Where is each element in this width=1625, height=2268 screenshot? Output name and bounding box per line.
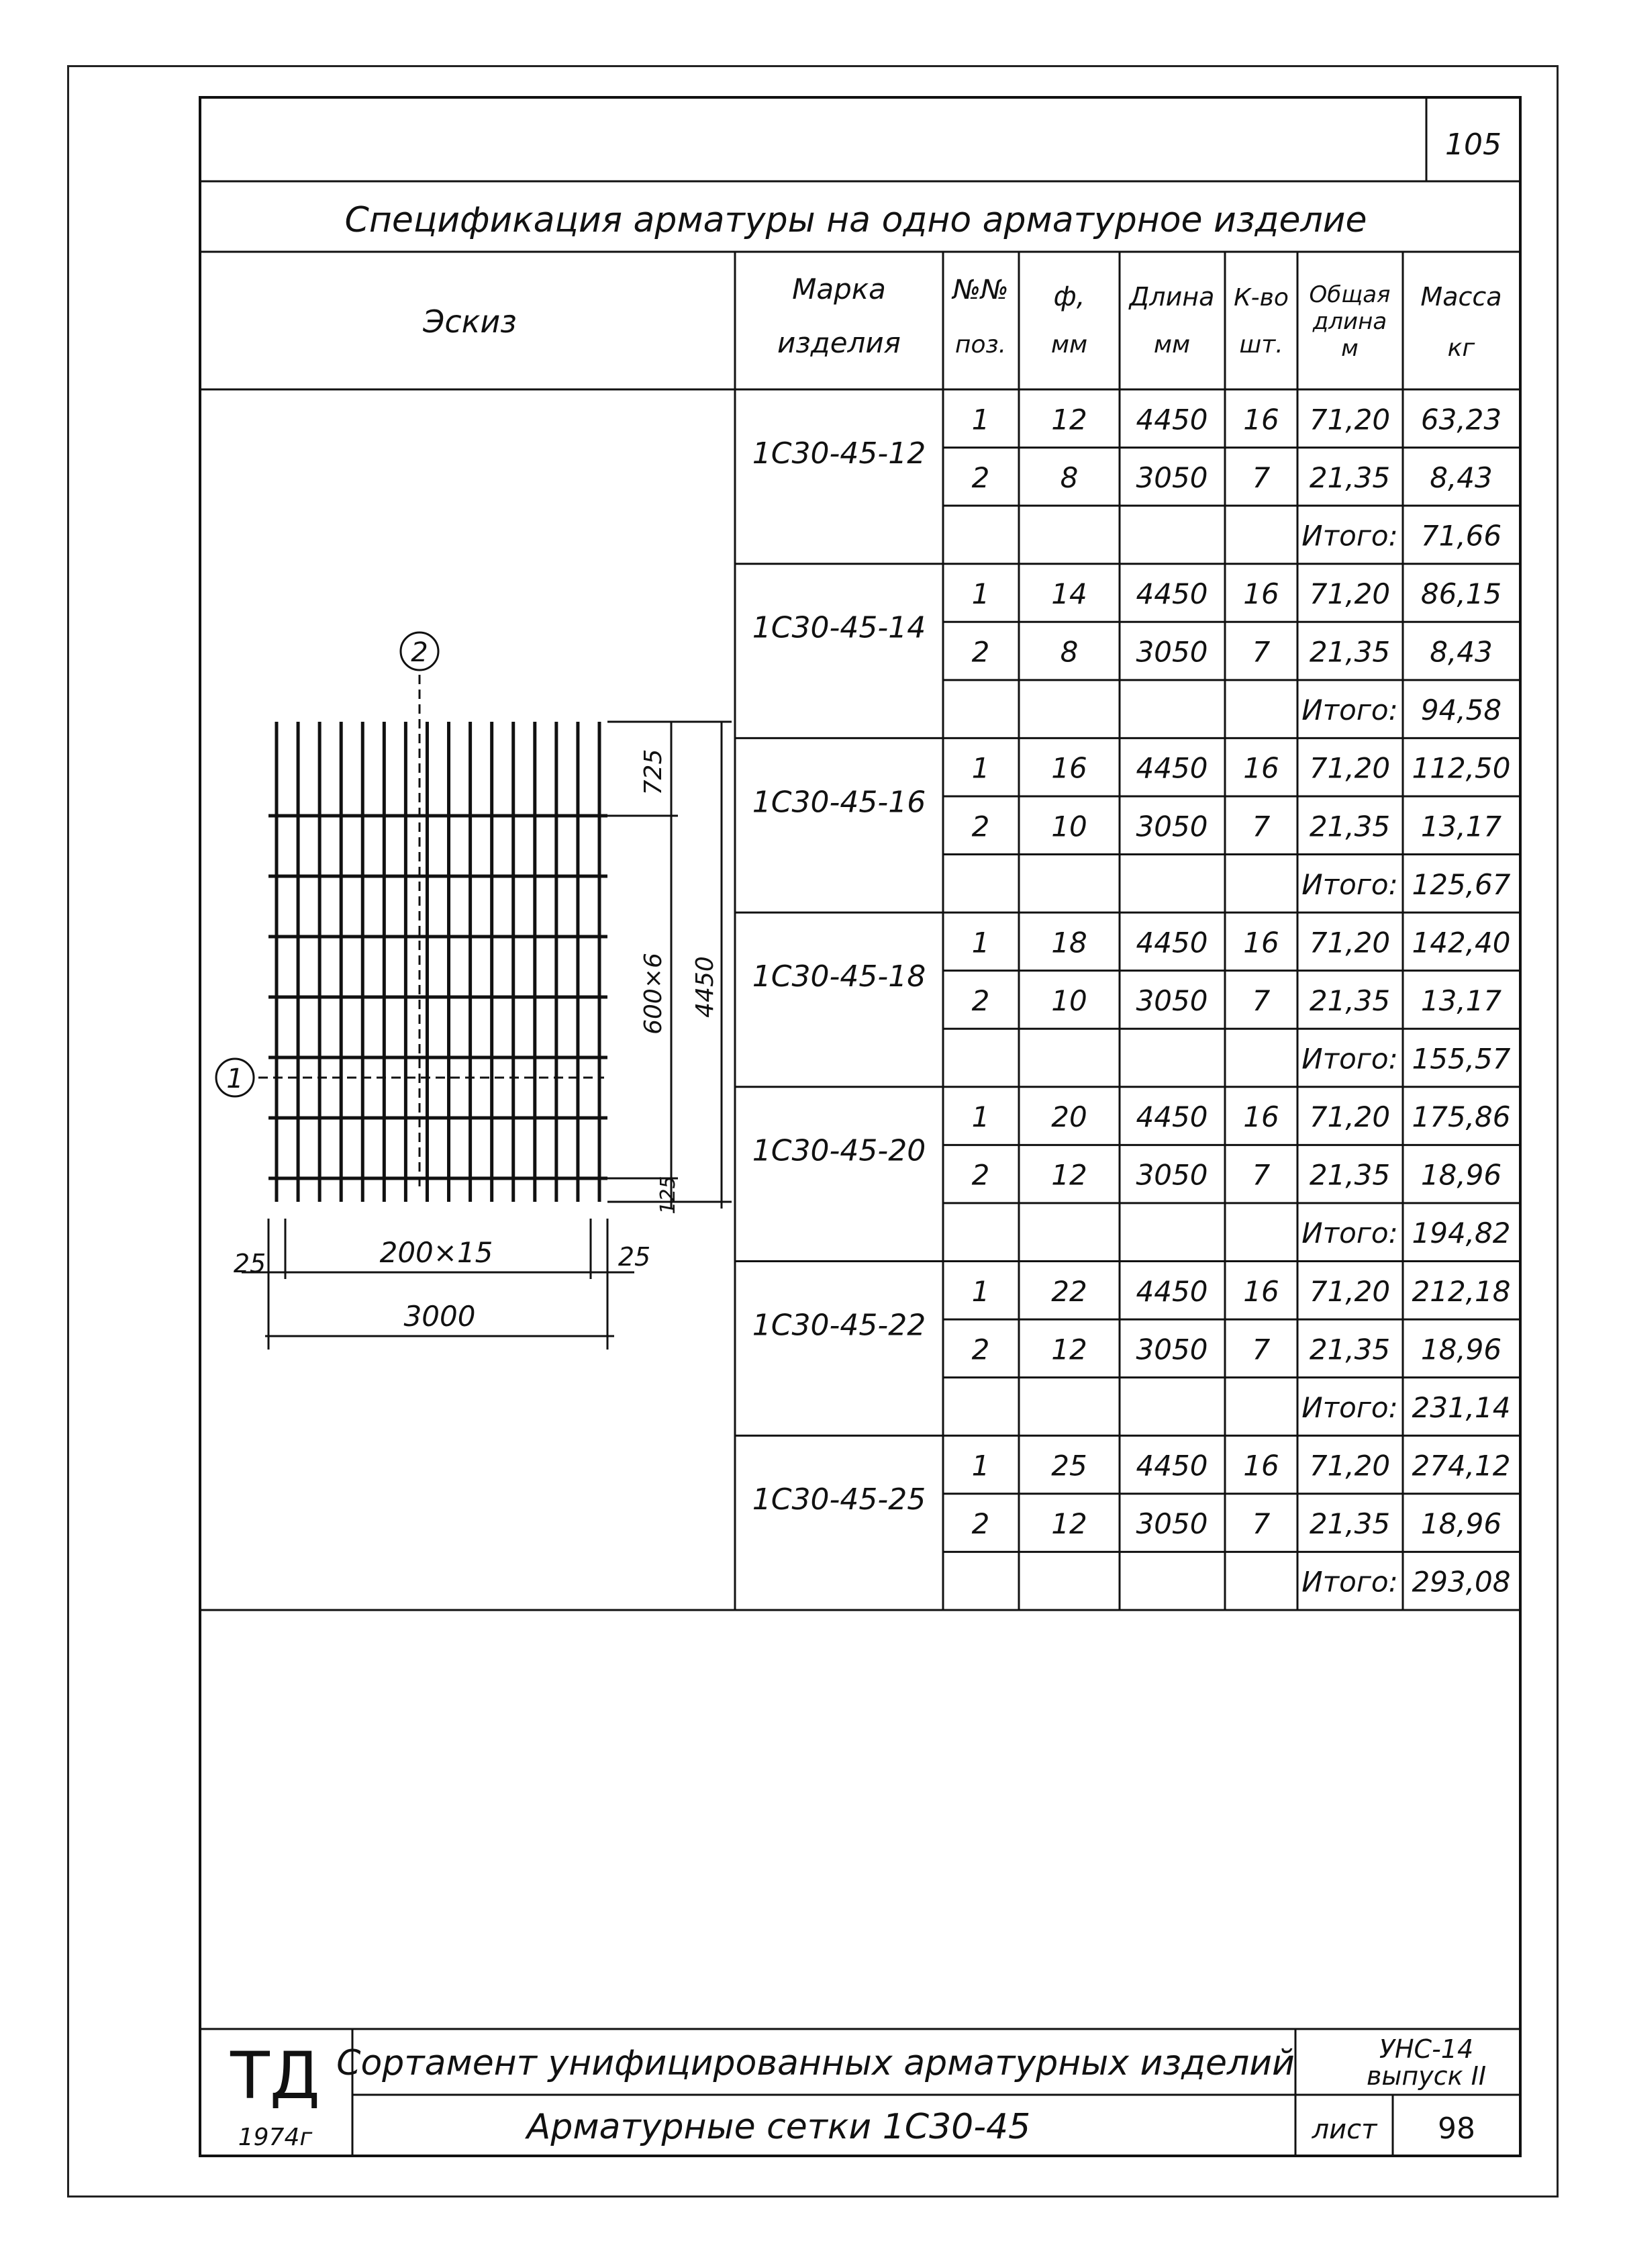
cell-total-length: 71,20 bbox=[1309, 403, 1391, 436]
cell-mass: 13,17 bbox=[1420, 810, 1502, 843]
header-mass-1: Масса bbox=[1420, 282, 1502, 312]
cell-total-length: 21,35 bbox=[1309, 1158, 1391, 1192]
cell-mass: 18,96 bbox=[1420, 1333, 1502, 1366]
cell-length: 4450 bbox=[1136, 1100, 1208, 1134]
cell-length: 3050 bbox=[1136, 1507, 1208, 1541]
cell-count: 16 bbox=[1243, 1100, 1279, 1134]
cell-length: 3050 bbox=[1136, 1333, 1208, 1366]
dim-mid: 600×6 bbox=[640, 953, 667, 1035]
sheet-number: 98 bbox=[1438, 2112, 1475, 2146]
cell-length: 3050 bbox=[1136, 461, 1208, 494]
cell-count: 16 bbox=[1243, 403, 1279, 436]
cell-length: 4450 bbox=[1136, 751, 1208, 785]
product-mark: 1С30-45-14 bbox=[752, 610, 926, 645]
total-mass: 293,08 bbox=[1412, 1565, 1511, 1599]
cell-diam: 8 bbox=[1060, 635, 1079, 669]
header-count-1: К-во bbox=[1234, 284, 1289, 312]
cell-count: 16 bbox=[1243, 751, 1279, 785]
header-sketch: Эскиз bbox=[423, 303, 517, 340]
cell-diam: 14 bbox=[1051, 577, 1087, 610]
cell-total-length: 21,35 bbox=[1309, 810, 1391, 843]
cell-pos: 2 bbox=[971, 1333, 990, 1366]
cell-total-length: 71,20 bbox=[1309, 1449, 1391, 1482]
total-label: Итого: bbox=[1301, 1390, 1398, 1424]
cell-diam: 16 bbox=[1051, 751, 1087, 785]
cell-total-length: 71,20 bbox=[1309, 926, 1391, 959]
cell-diam: 10 bbox=[1051, 984, 1087, 1017]
td-logo: ТД bbox=[230, 2038, 320, 2114]
cell-total-length: 71,20 bbox=[1309, 1274, 1391, 1308]
cell-length: 4450 bbox=[1136, 926, 1208, 959]
cell-total-length: 71,20 bbox=[1309, 577, 1391, 610]
cell-pos: 1 bbox=[971, 1274, 990, 1308]
product-mark: 1С30-45-16 bbox=[752, 785, 926, 820]
cell-mass: 274,12 bbox=[1412, 1449, 1511, 1482]
cell-diam: 12 bbox=[1051, 1507, 1087, 1541]
cell-pos: 2 bbox=[971, 984, 990, 1017]
cell-diam: 22 bbox=[1051, 1274, 1087, 1308]
cell-length: 4450 bbox=[1136, 1449, 1208, 1482]
mesh-sketch bbox=[268, 722, 607, 1202]
cell-pos: 2 bbox=[971, 1507, 990, 1541]
cell-diam: 12 bbox=[1051, 1158, 1087, 1192]
cell-mass: 212,18 bbox=[1412, 1274, 1511, 1308]
cell-mass: 86,15 bbox=[1420, 577, 1502, 610]
header-diam-1: ф, bbox=[1053, 281, 1085, 312]
cell-mass: 18,96 bbox=[1420, 1507, 1502, 1541]
header-mark-2: изделия bbox=[777, 326, 901, 359]
total-mass: 155,57 bbox=[1412, 1042, 1511, 1076]
cell-total-length: 21,35 bbox=[1309, 635, 1391, 669]
total-label: Итого: bbox=[1301, 1217, 1398, 1250]
total-mass: 94,58 bbox=[1420, 694, 1502, 727]
header-pos-1: №№ bbox=[952, 275, 1009, 305]
cell-total-length: 71,20 bbox=[1309, 1100, 1391, 1134]
header-mass-2: кг bbox=[1447, 334, 1475, 362]
cell-diam: 8 bbox=[1060, 461, 1079, 494]
cell-diam: 12 bbox=[1051, 403, 1087, 436]
cell-count: 7 bbox=[1252, 810, 1271, 843]
cell-mass: 63,23 bbox=[1420, 403, 1502, 436]
cell-length: 4450 bbox=[1136, 577, 1208, 610]
product-mark: 1С30-45-18 bbox=[752, 959, 926, 994]
product-mark: 1С30-45-20 bbox=[752, 1133, 926, 1168]
cell-mass: 8,43 bbox=[1430, 635, 1493, 669]
sheet-subtitle: Арматурные сетки 1С30-45 bbox=[526, 2107, 1031, 2147]
dim-spacing: 200×15 bbox=[379, 1236, 493, 1269]
cell-count: 7 bbox=[1252, 1333, 1271, 1366]
total-mass: 194,82 bbox=[1412, 1217, 1511, 1250]
sheet-label: лист bbox=[1312, 2114, 1377, 2145]
page-number: 105 bbox=[1445, 128, 1501, 162]
cell-mass: 18,96 bbox=[1420, 1158, 1502, 1192]
series-issue: выпуск II bbox=[1366, 2061, 1487, 2091]
product-mark: 1С30-45-25 bbox=[752, 1482, 926, 1517]
cell-total-length: 21,35 bbox=[1309, 1333, 1391, 1366]
cell-mass: 112,50 bbox=[1412, 751, 1511, 785]
product-mark: 1С30-45-12 bbox=[752, 436, 926, 471]
total-mass: 71,66 bbox=[1420, 519, 1502, 553]
spec-title: Спецификация арматуры на одно арматурное изделие bbox=[344, 200, 1367, 240]
cell-count: 7 bbox=[1252, 1507, 1271, 1541]
series-code: УНС-14 bbox=[1379, 2034, 1474, 2064]
total-label: Итого: bbox=[1301, 1565, 1398, 1599]
cell-pos: 1 bbox=[971, 1100, 990, 1134]
cell-pos: 1 bbox=[971, 577, 990, 610]
total-label: Итого: bbox=[1301, 867, 1398, 901]
cell-count: 7 bbox=[1252, 635, 1271, 669]
dim-right-edge: 25 bbox=[618, 1242, 651, 1272]
cell-total-length: 21,35 bbox=[1309, 984, 1391, 1017]
cell-total-length: 21,35 bbox=[1309, 461, 1391, 494]
cell-pos: 1 bbox=[971, 926, 990, 959]
cell-count: 16 bbox=[1243, 1274, 1279, 1308]
dim-width: 3000 bbox=[403, 1300, 476, 1333]
product-mark: 1С30-45-22 bbox=[752, 1308, 926, 1343]
cell-mass: 13,17 bbox=[1420, 984, 1502, 1017]
spec-table-body bbox=[752, 403, 1511, 1598]
cell-mass: 8,43 bbox=[1430, 461, 1493, 494]
cell-diam: 25 bbox=[1051, 1449, 1087, 1482]
marker-1: 1 bbox=[226, 1064, 244, 1094]
cell-total-length: 71,20 bbox=[1309, 751, 1391, 785]
dim-left-edge: 25 bbox=[233, 1249, 266, 1278]
cell-pos: 1 bbox=[971, 403, 990, 436]
cell-length: 3050 bbox=[1136, 635, 1208, 669]
cell-pos: 2 bbox=[971, 1158, 990, 1192]
cell-diam: 10 bbox=[1051, 810, 1087, 843]
cell-pos: 2 bbox=[971, 635, 990, 669]
year: 1974г bbox=[238, 2124, 313, 2151]
total-label: Итого: bbox=[1301, 1042, 1398, 1076]
cell-length: 4450 bbox=[1136, 1274, 1208, 1308]
cell-count: 16 bbox=[1243, 926, 1279, 959]
cell-pos: 2 bbox=[971, 461, 990, 494]
cell-pos: 1 bbox=[971, 751, 990, 785]
cell-length: 3050 bbox=[1136, 1158, 1208, 1192]
cell-length: 4450 bbox=[1136, 403, 1208, 436]
total-mass: 231,14 bbox=[1412, 1390, 1511, 1424]
cell-mass: 142,40 bbox=[1412, 926, 1511, 959]
cell-count: 7 bbox=[1252, 984, 1271, 1017]
header-total-1: Общая bbox=[1309, 281, 1391, 308]
cell-length: 3050 bbox=[1136, 984, 1208, 1017]
dim-bottom: 125 bbox=[656, 1176, 680, 1215]
dim-total-height: 4450 bbox=[691, 956, 719, 1018]
main-title: Сортамент унифицированных арматурных изделий bbox=[336, 2043, 1295, 2083]
cell-diam: 20 bbox=[1051, 1100, 1087, 1134]
header-pos-2: поз. bbox=[954, 331, 1007, 359]
header-length-1: Длина bbox=[1129, 282, 1215, 312]
cell-count: 16 bbox=[1243, 577, 1279, 610]
header-mark-1: Марка bbox=[792, 273, 886, 305]
header-count-2: шт. bbox=[1239, 331, 1283, 359]
dim-top: 725 bbox=[640, 749, 667, 796]
total-label: Итого: bbox=[1301, 519, 1398, 553]
header-diam-2: мм bbox=[1050, 331, 1088, 359]
cell-pos: 2 bbox=[971, 810, 990, 843]
header-total-2: длина bbox=[1312, 308, 1387, 335]
cell-total-length: 21,35 bbox=[1309, 1507, 1391, 1541]
total-label: Итого: bbox=[1301, 694, 1398, 727]
header-total-3: м bbox=[1341, 335, 1359, 362]
cell-count: 16 bbox=[1243, 1449, 1279, 1482]
cell-count: 7 bbox=[1252, 1158, 1271, 1192]
cell-diam: 18 bbox=[1051, 926, 1087, 959]
marker-2: 2 bbox=[411, 637, 428, 668]
cell-mass: 175,86 bbox=[1412, 1100, 1511, 1134]
cell-count: 7 bbox=[1252, 461, 1271, 494]
header-length-2: мм bbox=[1153, 331, 1191, 359]
cell-length: 3050 bbox=[1136, 810, 1208, 843]
cell-diam: 12 bbox=[1051, 1333, 1087, 1366]
cell-pos: 1 bbox=[971, 1449, 990, 1482]
total-mass: 125,67 bbox=[1412, 867, 1511, 901]
